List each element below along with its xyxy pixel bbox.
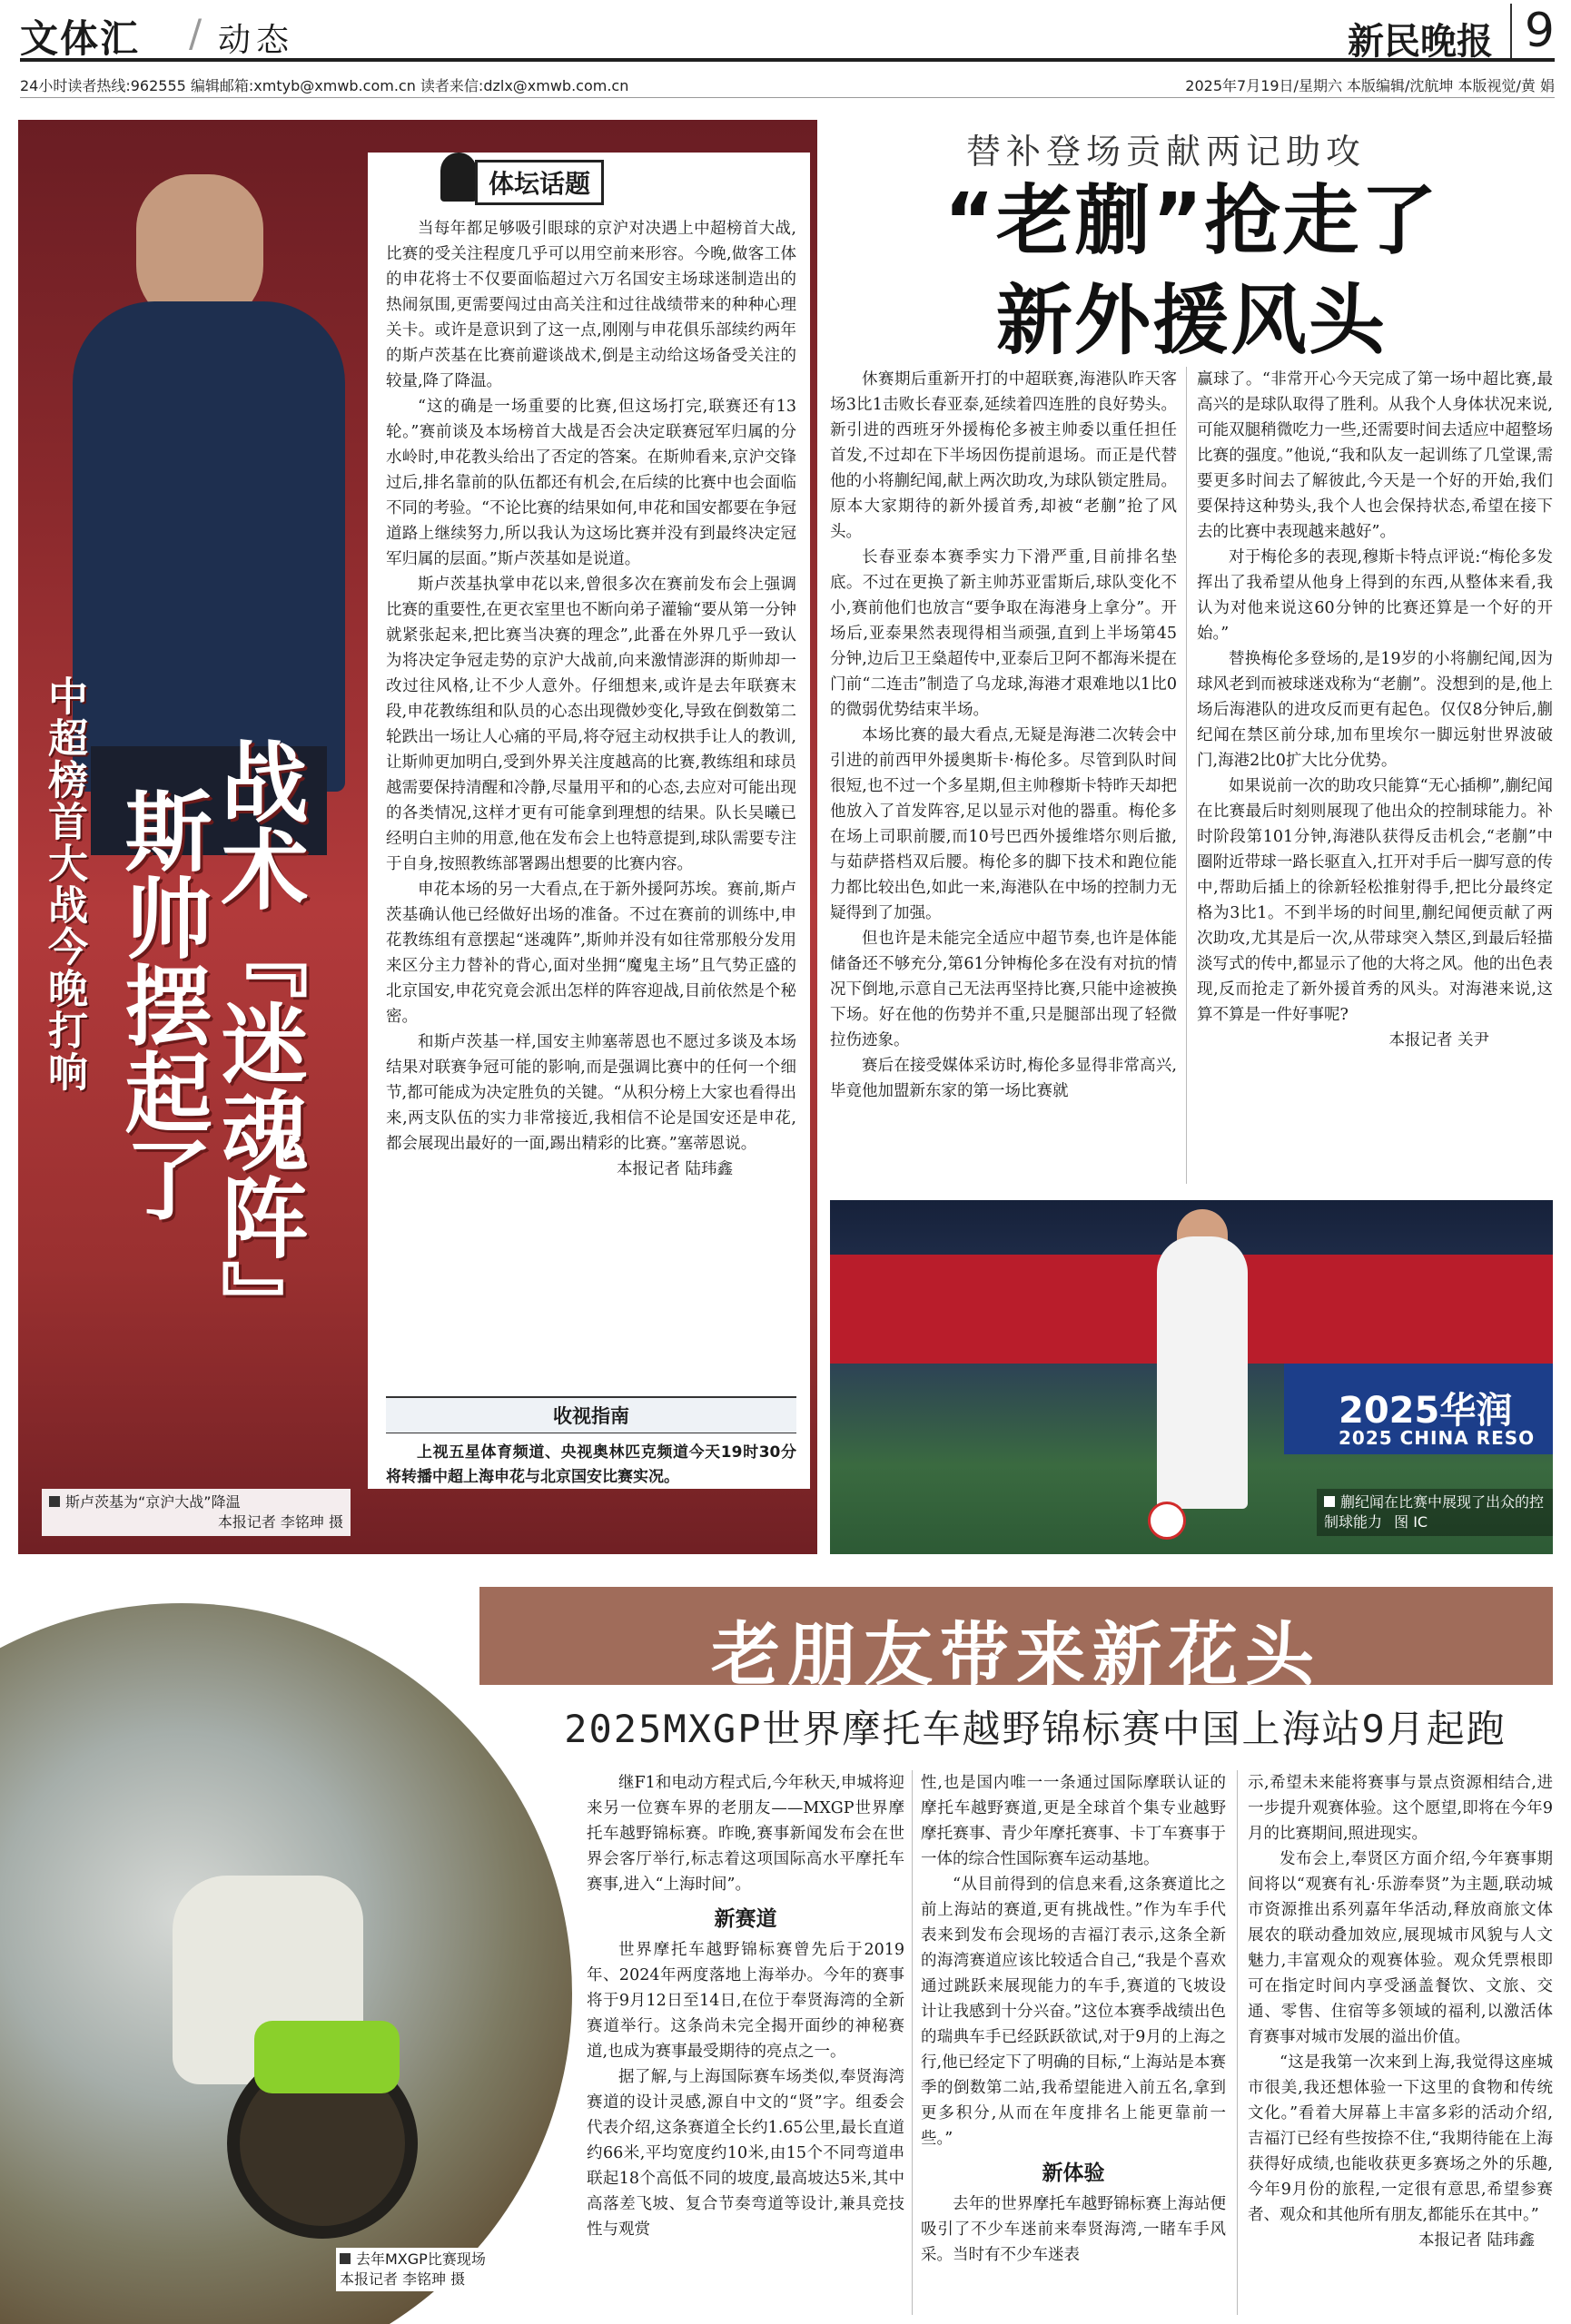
caption-square-icon (340, 2253, 351, 2264)
story3-column-1 (587, 1770, 904, 2242)
headline-vertical-sub: 中超榜首大战今晚打响 (41, 675, 87, 1093)
moto-photo-caption (336, 2248, 581, 2291)
runner-icon (440, 153, 477, 202)
tv-guide (386, 1396, 796, 1490)
football-icon (1148, 1502, 1186, 1540)
paragraph: 当每年都足够吸引眼球的京沪对决遇上中超榜首大战,比赛的受关注程度几乎可以用空前来形容。今晚,做客工体的申花将士不仅要面临超过六万名国安主场球迷制造出的热闹氛围,更需要闯过由高关注和过往战绩带来的种种心理关卡。或许是意识到了这一点,刚刚与申花俱乐部续约两年的斯卢茨基在比赛前避谈战术,倒是主动给这场备受关注的较量,降了降温。 (386, 220, 796, 390)
paragraph: 申花本场的另一大看点,在于新外援阿苏埃。赛前,斯卢茨基确认他已经做好出场的准备。不过在赛前的训练中,申花教练组有意摆起“迷魂阵”,斯帅并没有如往常那般分发用来区分主力替补的背心,面对坐拥“魔鬼主场”且气势正盛的北京国安,申花究竟会派出怎样的阵容迎战,目前依然是个秘密。 (386, 881, 796, 1026)
caption-text: 斯卢茨基为“京沪大战”降温 (65, 1493, 241, 1511)
byline: 本报记者 陆玮鑫 (1418, 2231, 1535, 2250)
story2-kicker: 替补登场贡献两记助攻 (965, 132, 1366, 172)
paragraph: 世界摩托车越野锦标赛曾先后于2019年、2024年两度落地上海举办。今年的赛事将于9月12日至14日,在位于奉贤海湾的全新赛道举行。这条尚未完全揭开面纱的神秘赛道,也成为赛事最受期待的亮点之一。 (587, 1941, 904, 2061)
caption-text: 去年MXGP比赛现场 (356, 2250, 486, 2268)
paragraph: “这的确是一场重要的比赛,但这场打完,联赛还有13轮。”赛前谈及本场榜首大战是否会决定联赛冠军归属的分水岭时,申花教头给出了否定的答案。在斯帅看来,京沪交锋过后,排名靠前的队伍都还有机会,在后续的比赛中也会面临不同的考验。“不论比赛的结果如何,申花和国安都要在争冠道路上继续努力,所以我认为这场比赛并没有到最终决定冠军归属的层面。”斯卢茨基如是说道。 (386, 398, 797, 568)
paragraph: 性,也是国内唯一一条通过国际摩联认证的摩托车越野赛道,更是全球首个集专业越野摩托赛事、青少年摩托赛事、卡丁车赛事于一体的综合性国际赛车运动基地。 (921, 1774, 1226, 1868)
masthead (20, 4, 1555, 63)
player-figure (1157, 1236, 1248, 1509)
story3-subhead: 2025MXGP世界摩托车越野锦标赛中国上海站9月起跑 (564, 1707, 1507, 1751)
section-name: 文体汇 (20, 16, 141, 61)
story2-column-2 (1197, 367, 1553, 1053)
story2-column-1 (830, 367, 1177, 1104)
paragraph: 示,希望未来能将赛事与景点资源相结合,进一步提升观赛体验。这个愿望,即将在今年9月的比赛期间,照进现实。 (1248, 1774, 1553, 1843)
coach-photo-caption (42, 1489, 351, 1536)
story3-column-3 (1248, 1770, 1553, 2253)
section-subtitle: 动态 (218, 22, 295, 59)
paragraph: 赛后在接受媒体采访时,梅伦多显得非常高兴,毕竟他加盟新东家的第一场比赛就 (830, 1057, 1177, 1100)
banner-text-small: 2025 CHINA RESO (1339, 1427, 1536, 1449)
date-editor-info: 2025年7月19日/星期六 本版编辑/沈航坤 本版视觉/黄 娟 (1185, 77, 1555, 94)
story3-column-2 (921, 1770, 1226, 2268)
page-number: 9 (1510, 4, 1555, 58)
byline: 本报记者 关尹 (1388, 1031, 1489, 1049)
contact-info: 24小时读者热线:962555 编辑邮箱:xmtyb@xmwb.com.cn 读者来信:dzlx@xmwb.com.cn (20, 77, 629, 94)
caption-text: 蒯纪闻在比赛中展现了出众的控制球能力 (1324, 1493, 1545, 1531)
paragraph: 和斯卢茨基一样,国安主帅塞蒂恩也不愿过多谈及本场结果对联赛争冠可能的影响,而是强调比赛中的任何一个细节,都可能成为决定胜负的关键。“从积分榜上大家也看得出来,两支队伍的实力非常接近,我相信不论是国安还是申花,都会展现出最好的一面,踢出精彩的比赛。”塞蒂恩说。 (386, 1033, 797, 1153)
paragraph: 本场比赛的最大看点,无疑是海港二次转会中引进的前西甲外援奥斯卡·梅伦多。尽管到队时间很短,也不过一个多星期,但主帅穆斯卡特昨天却把他放入了首发阵容,足以显示对他的器重。梅伦多在场上司职前腰,而10号巴西外援维塔尔则后撤,与茹萨搭档双后腰。梅伦多的脚下技术和跑位能力都比较出色,如此一来,海港队在中场的控制力无疑得到了加强。 (830, 726, 1177, 922)
info-line (20, 71, 1555, 98)
caption-credit: 图 IC (1394, 1513, 1428, 1531)
moto-bike-figure (254, 2021, 400, 2093)
column-divider (912, 1770, 913, 2315)
coach-body-figure (73, 301, 345, 792)
paragraph: 休赛期后重新开打的中超联赛,海港队昨天客场3比1击败长春亚泰,延续着四连胜的良好势头。新引进的西班牙外援梅伦多被主帅委以重任担任首发,不过却在下半场因伤提前退场。而正是代替他的小将蒯纪闻,献上两次助攻,为球队锁定胜局。原本大家期待的新外援首秀,却被“老蒯”抢了风头。 (830, 370, 1177, 541)
story1-body (386, 216, 796, 1182)
tv-guide-body: 上视五星体育频道、央视奥林匹克频道今天19时30分将转播中超上海申花与北京国安比赛实况。 (386, 1443, 796, 1486)
caption-credit: 本报记者 李铭珅 摄 (340, 2270, 466, 2288)
story1-text-card (368, 153, 810, 1489)
tv-guide-title: 收视指南 (386, 1396, 796, 1433)
caption-square-icon (1324, 1496, 1335, 1507)
paragraph: “从目前得到的信息来看,这条赛道比之前上海站的赛道,更有挑战性。”作为车手代表来到发布会现场的吉福汀表示,这条全新的海湾赛道应该比较适合自己,“我是个喜欢通过跳跃来展现能力的车手,赛道的飞坡设计让我感到十分兴奋。”这位本赛季战绩出色的瑞典车手已经跃跃欲试,对于9月的上海之行,他已经定下了明确的目标,“上海站是本赛季的倒数第二站,我希望能进入前五名,拿到更多积分,从而在年度排名上能更靠前一些。” (921, 1876, 1226, 2148)
newspaper-name: 新民晚报 (1348, 20, 1493, 63)
column-badge (440, 153, 640, 203)
paragraph: “这是我第一次来到上海,我觉得这座城市很美,我还想体验一下这里的食物和传统文化。”看着大屏幕上丰富多彩的活动介绍,吉福汀已经有些按捺不住,“我期待能在上海获得好成绩,也能收获更多赛场之外的乐趣,今年9月份的旅程,一定很有意思,希望参赛者、观众和其他所有朋友,都能乐在其中。” (1248, 2053, 1553, 2224)
column-divider (1186, 367, 1187, 1184)
story2-headline (830, 171, 1553, 370)
story3-title-band (479, 1587, 1553, 1695)
paragraph: 斯卢茨基执掌申花以来,曾很多次在赛前发布会上强调比赛的重要性,在更衣室里也不断向弟子灌输“要从第一分钟就紧张起来,把比赛当决赛的理念”,此番在外界几乎一致认为将决定争冠走势的京沪大战前,向来激情澎湃的斯帅却一改过往风格,让不少人意外。仔细想来,或许是去年联赛末段,申花教练组和队员的心态出现微妙变化,导致在倒数第二轮跌出一场让人心痛的平局,将夺冠主动权拱手让人的教训,让斯帅更加明白,受到外界关注度越高的比赛,教练组和球员越需要保持清醒和冷静,尽量用平和的心态,去应对可能出现的各类情况,这样才更有可能拿到理想的结果。队长吴曦已经明白主帅的用意,他在发布会上也特意提到,球队需要专注于自身,按照教练部署踢出想要的比赛内容。 (386, 576, 797, 873)
banner-text: 2025华润 (1339, 1390, 1513, 1432)
headline-line-2: 新外援风头 (995, 276, 1387, 365)
headline-vertical-1: 战术『迷魂阵』 (207, 737, 309, 1347)
section-subhead: 新体验 (1042, 2162, 1105, 2185)
paragraph: 据了解,与上海国际赛车场类似,奉贤海湾赛道的设计灵感,源自中文的“贤”字。组委会代表介绍,这条赛道全长约1.65公里,最长直道约66米,平均宽度约10米,由15个不同弯道串联起18个高低不同的坡度,最高坡达5米,其中高落差飞坡、复合节奏弯道等设计,兼具竞技性与观赏 (587, 2068, 904, 2239)
section-subhead: 新赛道 (714, 1907, 777, 1931)
headline-vertical-2: 斯帅摆起了 (111, 786, 212, 1222)
paragraph: 对于梅伦多的表现,穆斯卡特点评说:“梅伦多发挥出了我希望从他身上得到的东西,从整体来看,我认为对他来说这60分钟的比赛还算是一个好的开始。” (1197, 548, 1553, 643)
headline-line-1: “老蒯”抢走了 (944, 176, 1439, 265)
badge-label: 体坛话题 (475, 160, 604, 205)
caption-credit: 本报记者 李铭珅 摄 (217, 1513, 343, 1531)
paragraph: 继F1和电动方程式后,今年秋天,申城将迎来另一位赛车界的老朋友——MXGP世界摩托车越野锦标赛。昨晚,赛事新闻发布会在世界会客厅举行,标志着这项国际高水平摩托车赛事,进入“上海时间”。 (587, 1774, 904, 1894)
caption-square-icon (49, 1496, 60, 1507)
paragraph: 去年的世界摩托车越野锦标赛上海站便吸引了不少车迷前来奉贤海湾,一睹车手风采。当时有不少车迷表 (921, 2195, 1226, 2264)
player-photo-caption (1317, 1489, 1553, 1536)
paragraph: 发布会上,奉贤区方面介绍,今年赛事期间将以“观赛有礼·乐游奉贤”为主题,联动城市资源推出系列嘉年华活动,释放商旅文体展农的联动叠加效应,展现城市风貌与人文魅力,丰富观众的观赛体验。观众凭票根即可在指定时间内享受涵盖餐饮、文旅、交通、零售、住宿等多领域的福利,以激活体育赛事对城市发展的溢出价值。 (1248, 1850, 1553, 2046)
paragraph: 如果说前一次的助攻只能算“无心插柳”,蒯纪闻在比赛最后时刻则展现了他出众的控制球能力。补时阶段第101分钟,海港队获得反击机会,“老蒯”中圈附近带球一路长驱直入,扛开对手后一脚写意的传中,帮助后插上的徐新轻松推射得手,把比分最终定格为3比1。不到半场的时间里,蒯纪闻便贡献了两次助攻,尤其是后一次,从带球突入禁区,到最后轻描淡写式的传中,都显示了他的大将之风。他的出色表现,反而抢走了新外援首秀的风头。对海港来说,这算不算是一件好事呢? (1197, 777, 1553, 1024)
paragraph: 替换梅伦多登场的,是19岁的小将蒯纪闻,因为球风老到而被球迷戏称为“老蒯”。没想到的是,他上场后海港队的进攻反而更有起色。仅仅8分钟后,蒯纪闻在禁区前分球,加布里埃尔一脚远射世界波破门,海港2比0扩大比分优势。 (1197, 650, 1553, 770)
paragraph: 但也许是未能完全适应中超节奏,也许是体能储备还不够充分,第61分钟梅伦多在没有对抗的情况下倒地,示意自己无法再坚持比赛,只能中途被换下场。好在他的伤势并不重,只是腿部出现了轻微拉伤迹象。 (830, 930, 1177, 1049)
story3-headline: 老朋友带来新花头 (711, 1614, 1321, 1695)
section-separator: / (189, 11, 203, 55)
paragraph: 长春亚泰本赛季实力下滑严重,目前排名垫底。不过在更换了新主帅苏亚雷斯后,球队变化不小,赛前他们也放言“要争取在海港身上拿分”。开场后,亚泰果然表现得相当顽强,直到上半场第45分钟,边后卫王燊超传中,亚泰后卫阿不都海米提在门前“二连击”制造了乌龙球,海港才艰难地以1比0的微弱优势结束半场。 (830, 548, 1177, 719)
column-divider (1237, 1770, 1238, 2315)
paragraph: 赢球了。“非常开心今天完成了第一场中超比赛,最高兴的是球队取得了胜利。从我个人身体状况来说,可能双腿稍微吃力一些,还需要时间去适应中超整场比赛的强度。”他说,“我和队友一起训练了几堂课,需要更多时间去了解彼此,今天是一个好的开始,我们要保持这种势头,我个人也会保持状态,希望在接下去的比赛中表现越来越好”。 (1197, 370, 1553, 541)
byline: 本报记者 陆玮鑫 (616, 1160, 733, 1178)
